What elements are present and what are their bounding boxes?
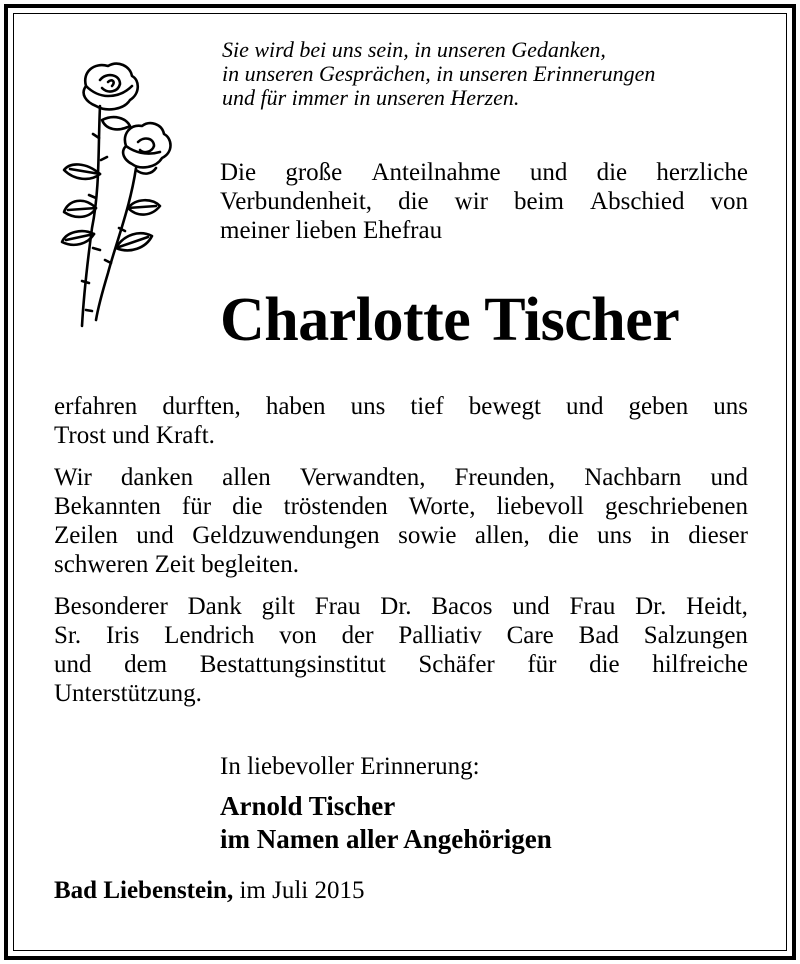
signer-note: im Namen aller Angehörigen (220, 824, 552, 854)
word: Dr. (380, 593, 412, 620)
word: geschriebenen (604, 493, 748, 520)
word: durften, (162, 393, 241, 420)
word: Die (220, 159, 257, 186)
word: Frau (569, 593, 616, 620)
word: Frau (314, 593, 361, 620)
word: von (710, 188, 748, 215)
word: Verbundenheit, (220, 188, 373, 215)
intro-line: meiner lieben Ehefrau (220, 217, 443, 244)
intro-text (220, 158, 748, 245)
word: und (710, 464, 748, 491)
rose-icon (56, 58, 186, 330)
word: uns (350, 393, 386, 420)
deceased-name: Charlotte Tischer (220, 286, 680, 354)
word: herzliche (656, 159, 748, 186)
word: und (565, 393, 604, 420)
word: Worte, (408, 493, 476, 520)
thanks-body (54, 392, 748, 721)
word: Bestattungsinstitut (199, 651, 386, 678)
place-date (54, 876, 654, 905)
place-date-text: im Juli 2015 (239, 877, 365, 904)
word: dem (124, 651, 168, 678)
word: die (596, 159, 628, 186)
word: erfahren (54, 393, 138, 420)
word: haben (265, 393, 326, 420)
word: für (527, 651, 557, 678)
quote-line: und für immer in unseren Herzen. (222, 85, 520, 110)
word: wir (454, 188, 488, 215)
word: bewegt (468, 393, 541, 420)
word: für (181, 493, 212, 520)
word: uns (597, 522, 632, 549)
word: Iris (105, 622, 140, 649)
word: Abschied (590, 188, 685, 215)
word: Lendrich (164, 622, 255, 649)
word: Verwandten, (299, 464, 426, 491)
place-city: Bad Liebenstein, (54, 877, 234, 904)
word: danken (120, 464, 194, 491)
quote-line: in unseren Gesprächen, in unseren Erinnerungen (222, 61, 656, 86)
word: und (529, 159, 568, 186)
word: tief (410, 393, 444, 420)
signer-block (220, 790, 760, 856)
word: die (232, 493, 263, 520)
word: Bad (578, 622, 619, 649)
word: große (285, 159, 343, 186)
word: und (54, 651, 92, 678)
body-line (54, 621, 748, 650)
intro-line (220, 187, 748, 216)
word: Care (506, 622, 554, 649)
word: die (398, 188, 429, 215)
body-line (54, 521, 748, 550)
word: Besonderer (54, 593, 168, 620)
word: geben (628, 393, 689, 420)
body-line: schweren Zeit begleiten. (54, 551, 300, 578)
word: Sr. (54, 622, 82, 649)
signer-name: Arnold Tischer (220, 791, 396, 821)
word: von (279, 622, 317, 649)
word: Palliativ (398, 622, 482, 649)
word: in (650, 522, 670, 549)
word: Dr. (635, 593, 667, 620)
word: sowie (398, 522, 457, 549)
word: Heidt, (686, 593, 748, 620)
paragraph (54, 392, 748, 450)
word: Anteilnahme (371, 159, 501, 186)
word: Nachbarn (584, 464, 682, 491)
word: die (548, 522, 579, 549)
word: Geldzuwendungen (192, 522, 380, 549)
body-line: Trost und Kraft. (54, 422, 215, 449)
word: der (341, 622, 374, 649)
word: Dank (187, 593, 242, 620)
word: Wir (54, 464, 92, 491)
memorial-quote (222, 38, 762, 110)
word: Bekannten (54, 493, 161, 520)
body-line: Unterstützung. (54, 680, 202, 707)
word: gilt (261, 593, 295, 620)
body-line (54, 463, 748, 492)
word: dieser (688, 522, 748, 549)
paragraph (54, 592, 748, 708)
body-line (54, 392, 748, 421)
word: Zeilen (54, 522, 118, 549)
word: uns (713, 393, 748, 420)
word: und (136, 522, 174, 549)
word: hilfreiche (652, 651, 748, 678)
paragraph (54, 463, 748, 579)
word: beim (514, 188, 565, 215)
body-line (54, 492, 748, 521)
word: allen (222, 464, 271, 491)
word: Salzungen (643, 622, 748, 649)
word: und (512, 593, 550, 620)
word: allen, (474, 522, 530, 549)
body-line (54, 650, 748, 679)
closing-line: In liebevoller Erinnerung: (220, 753, 480, 780)
word: tröstenden (283, 493, 388, 520)
intro-line (220, 158, 748, 187)
body-line (54, 592, 748, 621)
word: Schäfer (418, 651, 495, 678)
word: Bacos (431, 593, 493, 620)
word: die (589, 651, 620, 678)
word: Freunden, (454, 464, 556, 491)
word: liebevoll (496, 493, 584, 520)
quote-line: Sie wird bei uns sein, in unseren Gedanken, (222, 37, 606, 62)
